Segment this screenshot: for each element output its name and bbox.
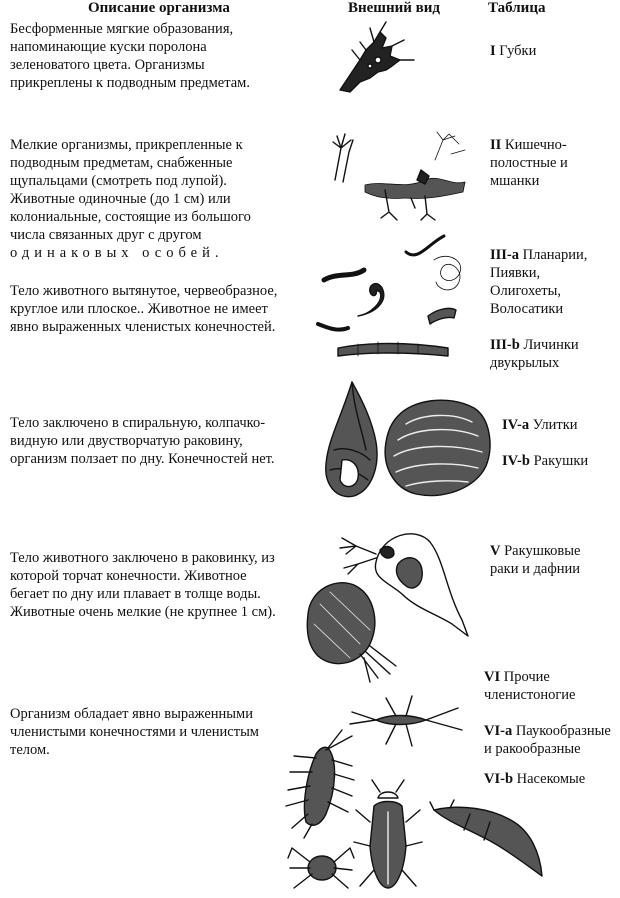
- sponge-illustration: [330, 20, 420, 100]
- row-2-description: Мелкие организмы, прикрепленные к подводным предметам, снабженные щупальцами (смотреть под лупой). Животные одиночные (до 1 см) или колониальные, состоящие из большого числа связанных друг с другом одинаковых особей.: [10, 137, 251, 261]
- beetle-illustration: [350, 776, 426, 894]
- worms-illustration: [318, 232, 478, 364]
- row-4-table-entry-b: IV-b Ракушки: [502, 453, 589, 469]
- header-description: Описание организма: [88, 0, 230, 16]
- mayfly-larva-illustration: [346, 690, 466, 760]
- row-5-table-entry: V Ракушковые раки и дафнии: [490, 543, 581, 577]
- header-table: Таблица: [488, 0, 546, 16]
- header-appearance: Внешний вид: [348, 0, 440, 16]
- row-2-table-entry: II Кишечно- полостные и мшанки: [490, 137, 568, 189]
- dragonfly-larva-illustration: [430, 800, 550, 882]
- snail-illustration: [322, 380, 384, 500]
- row-3-description: Тело животного вытянутое, червеобразное, круглое или плоское.. Животное не имеет явно выраженных членистых конечностей.: [10, 283, 278, 335]
- row-1-table-entry: I Губки: [490, 43, 537, 59]
- spider-illustration: [286, 838, 356, 896]
- row-4-table-entry-a: IV-a Улитки: [502, 417, 578, 433]
- row-4-description: Тело заключено в спиральную, колпачко- видную или двустворчатую раковину, организм ползает по дну. Конечностей нет.: [10, 415, 275, 467]
- row-6-table-entry-a: VI-a Паукообразные и ракообразные: [484, 723, 611, 757]
- clam-illustration: [382, 394, 494, 502]
- daphnia-illustration: [336, 524, 486, 644]
- hydra-bryozoa-illustration: [325, 130, 485, 225]
- row-3-table-entry-b: III-b Личинки двукрылых: [490, 337, 579, 371]
- row-3-table-entry-a: III-a Планарии, Пиявки, Олигохеты, Волосатики: [490, 247, 588, 317]
- row-6-description: Организм обладает явно выраженными членистыми конечностями и членистым телом.: [10, 706, 259, 758]
- row-6-table-entry: VI Прочие членистоногие: [484, 669, 576, 703]
- row-6-table-entry-b: VI-b Насекомые: [484, 771, 586, 787]
- row-1-description: Бесформенные мягкие образования, напоминающие куски поролона зеленоватого цвета. Организмы прикреплены к подводным предметам.: [10, 21, 250, 91]
- row-5-description: Тело животного заключено в раковинку, из которой торчат конечности. Животное бегает по дну или плавает в толще воды. Животные очень мелкие (не крупнее 1 см).: [10, 550, 276, 620]
